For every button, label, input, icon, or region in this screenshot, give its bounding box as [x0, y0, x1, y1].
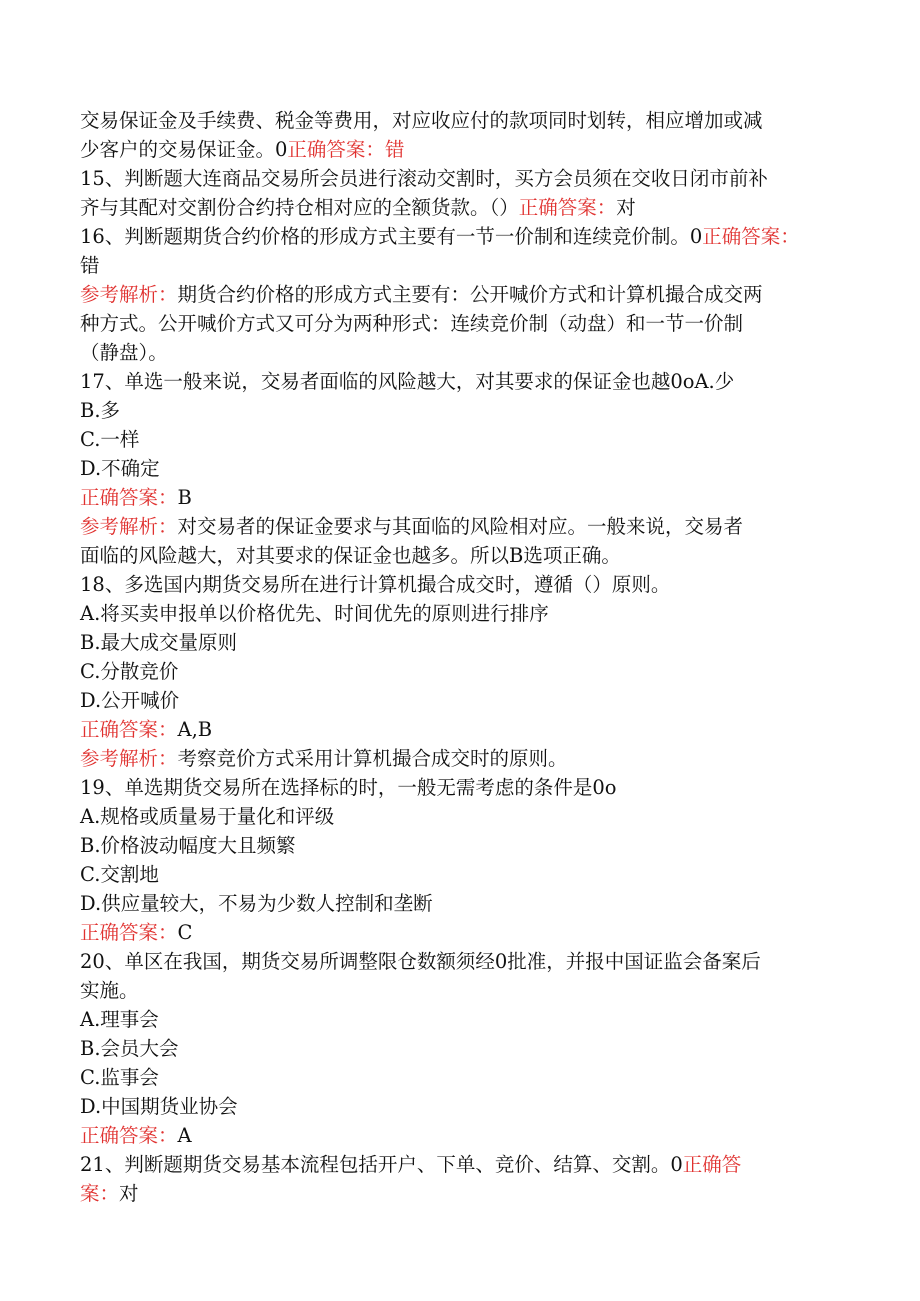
paragraph [80, 164, 844, 222]
body-text: C.监事会 [80, 1066, 159, 1089]
paragraph [80, 222, 844, 280]
answer-text: 正确答案： [80, 921, 178, 944]
body-text: B [177, 486, 192, 509]
body-text: 少客户的交易保证金。0 [80, 138, 288, 161]
body-text: 19、单选期货交易所在选择标的时，一般无需考虑的条件是0o [80, 776, 617, 799]
body-text: B.会员大会 [80, 1037, 179, 1060]
paragraph [80, 454, 844, 483]
paragraph [80, 483, 844, 512]
paragraph [80, 512, 844, 570]
answer-text: 参考解析： [80, 283, 178, 306]
paragraph [80, 425, 844, 454]
body-text: A,B [177, 718, 213, 741]
paragraph [80, 744, 844, 773]
answer-text: 正确答案： [702, 225, 800, 248]
body-text: 面临的风险越大，对其要求的保证金也越多。所以B选项正确。 [80, 544, 621, 567]
body-text: D.公开喊价 [80, 689, 180, 712]
body-text: 对交易者的保证金要求与其面临的风险相对应。一般来说，交易者 [177, 515, 744, 538]
paragraph [80, 396, 844, 425]
paragraph [80, 280, 844, 367]
paragraph [80, 947, 844, 1005]
body-text: A [177, 1124, 192, 1147]
body-text: C [177, 921, 193, 944]
body-text: 错 [80, 254, 100, 277]
body-text: 18、多选国内期货交易所在进行计算机撮合成交时，遵循（）原则。 [80, 573, 671, 596]
paragraph [80, 570, 844, 599]
paragraph [80, 715, 844, 744]
paragraph [80, 1063, 844, 1092]
paragraph [80, 1034, 844, 1063]
paragraph [80, 802, 844, 831]
body-text: 20、单区在我国，期货交易所调整限仓数额须经0批准，并报中国证监会备案后 [80, 950, 761, 973]
body-text: 对 [119, 1182, 139, 1205]
body-text: B.最大成交量原则 [80, 631, 238, 654]
paragraph [80, 831, 844, 860]
body-text: 交易保证金及手续费、税金等费用，对应收应付的款项同时划转，相应增加或减 [80, 109, 763, 132]
paragraph [80, 599, 844, 628]
body-text: D.中国期货业协会 [80, 1095, 238, 1118]
answer-text: 正确答案： [518, 196, 617, 219]
body-text: D.不确定 [80, 457, 160, 480]
body-text: （静盘）。 [80, 341, 168, 364]
body-text: 考察竞价方式采用计算机撮合成交时的原则。 [177, 747, 568, 770]
body-text: 期货合约价格的形成方式主要有：公开喊价方式和计算机撮合成交两 [177, 283, 763, 306]
answer-text: 正确答案： [287, 138, 385, 161]
paragraph [80, 773, 844, 802]
answer-text: 错 [384, 138, 405, 161]
paragraph [80, 1092, 844, 1121]
answer-text: 正确答案： [80, 486, 178, 509]
body-text: B.价格波动幅度大且频繁 [80, 834, 296, 857]
answer-text: 参考解析： [80, 747, 178, 770]
body-text: 齐与其配对交割份合约持仓相对应的全额货款。（） [80, 196, 519, 219]
body-text: C.交割地 [80, 863, 159, 886]
body-text: C.分散竞价 [80, 660, 179, 683]
body-text: B.多 [80, 399, 121, 422]
paragraph [80, 1005, 844, 1034]
paragraph [80, 918, 844, 947]
paragraph [80, 1150, 844, 1208]
answer-text: 参考解析： [80, 515, 178, 538]
body-text: 种方式。公开喊价方式又可分为两种形式：连续竞价制（动盘）和一节一价制 [80, 312, 744, 335]
paragraph [80, 860, 844, 889]
body-text: 对 [616, 196, 636, 219]
answer-text: 正确答案： [80, 718, 178, 741]
paragraph [80, 367, 844, 396]
paragraph [80, 628, 844, 657]
paragraph [80, 657, 844, 686]
body-text: 17、单选一般来说，交易者面临的风险越大，对其要求的保证金也越0oA.少 [80, 370, 735, 393]
paragraph [80, 1121, 844, 1150]
body-text: 21、判断题期货交易基本流程包括开户、下单、竞价、结算、交割。0 [80, 1153, 683, 1176]
body-text: 实施。 [80, 979, 139, 1002]
document-body [80, 106, 844, 1208]
body-text: D.供应量较大，不易为少数人控制和垄断 [80, 892, 433, 915]
answer-text: 正确答 [682, 1153, 742, 1176]
answer-text: 正确答案： [80, 1124, 178, 1147]
body-text: A.将买卖申报单以价格优先、时间优先的原则进行排序 [80, 602, 549, 625]
body-text: 16、判断题期货合约价格的形成方式主要有一节一价制和连续竞价制。0 [80, 225, 703, 248]
body-text: A.理事会 [80, 1008, 159, 1031]
body-text: A.规格或质量易于量化和评级 [80, 805, 335, 828]
paragraph [80, 889, 844, 918]
answer-text: 案： [80, 1182, 120, 1205]
paragraph [80, 106, 844, 164]
body-text: 15、判断题大连商品交易所会员进行滚动交割时，买方会员须在交收日闭市前补 [80, 167, 768, 190]
body-text: C.一样 [80, 428, 140, 451]
paragraph [80, 686, 844, 715]
